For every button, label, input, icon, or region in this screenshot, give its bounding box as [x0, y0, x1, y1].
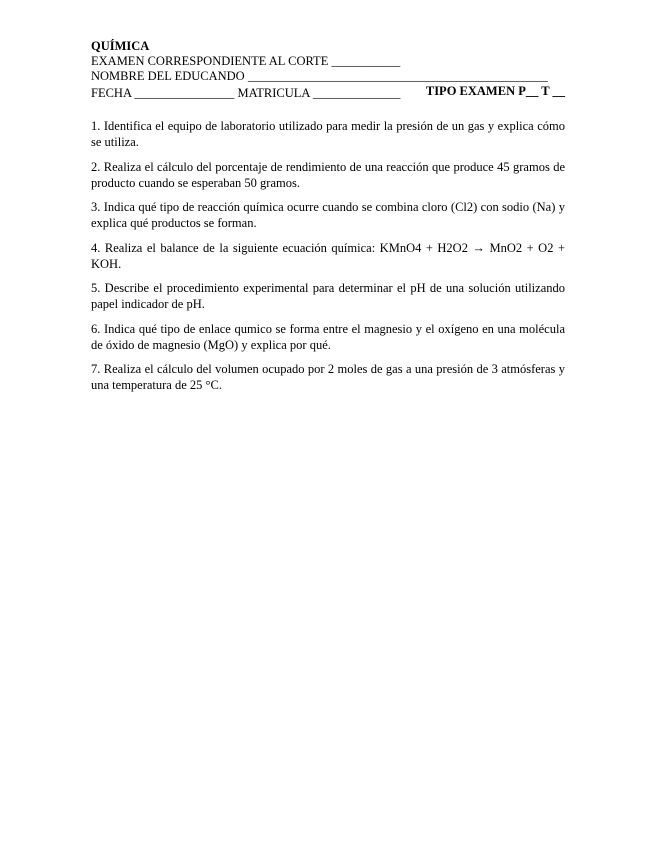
question-4: 4. Realiza el balance de la siguiente ecuación química: KMnO4 + H2O2 → MnO2 + O2 + KOH.	[91, 240, 565, 271]
question-list	[91, 118, 565, 393]
date-matricula-row	[91, 84, 565, 99]
subject-title: QUÍMICA	[91, 39, 150, 53]
exam-page	[91, 39, 565, 402]
exam-header	[91, 39, 565, 99]
exam-type-line: TIPO EXAMEN P__ T __	[425, 84, 565, 98]
question-5: 5. Describe el procedimiento experimental para determinar el pH de una solución utilizando papel indicador de pH.	[91, 281, 565, 311]
question-3: 3. Indica qué tipo de reacción química ocurre cuando se combina cloro (Cl2) con sodio (Na) y explica qué productos se forman.	[91, 200, 565, 230]
question-7: 7. Realiza el cálculo del volumen ocupado por 2 moles de gas a una presión de 3 atmósferas y una temperatura de 25 °C.	[91, 362, 565, 392]
question-2: 2. Realiza el cálculo del porcentaje de rendimiento de una reacción que produce 45 gramos de producto cuando se esperaban 50 gramos.	[91, 159, 565, 190]
question-1: 1. Identifica el equipo de laboratorio utilizado para medir la presión de un gas y explica cómo se utiliza.	[91, 119, 565, 149]
student-name-line: NOMBRE DEL EDUCANDO ________________________________________________	[91, 69, 548, 83]
question-6: 6. Indica qué tipo de enlace qumico se forma entre el magnesio y el oxígeno en una molécula de óxido de magnesio (MgO) y explica por qué.	[91, 321, 565, 352]
exam-cut-line: EXAMEN CORRESPONDIENTE AL CORTE ___________	[91, 54, 401, 68]
date-matricula-line: FECHA ________________ MATRICULA ______________	[91, 86, 401, 100]
